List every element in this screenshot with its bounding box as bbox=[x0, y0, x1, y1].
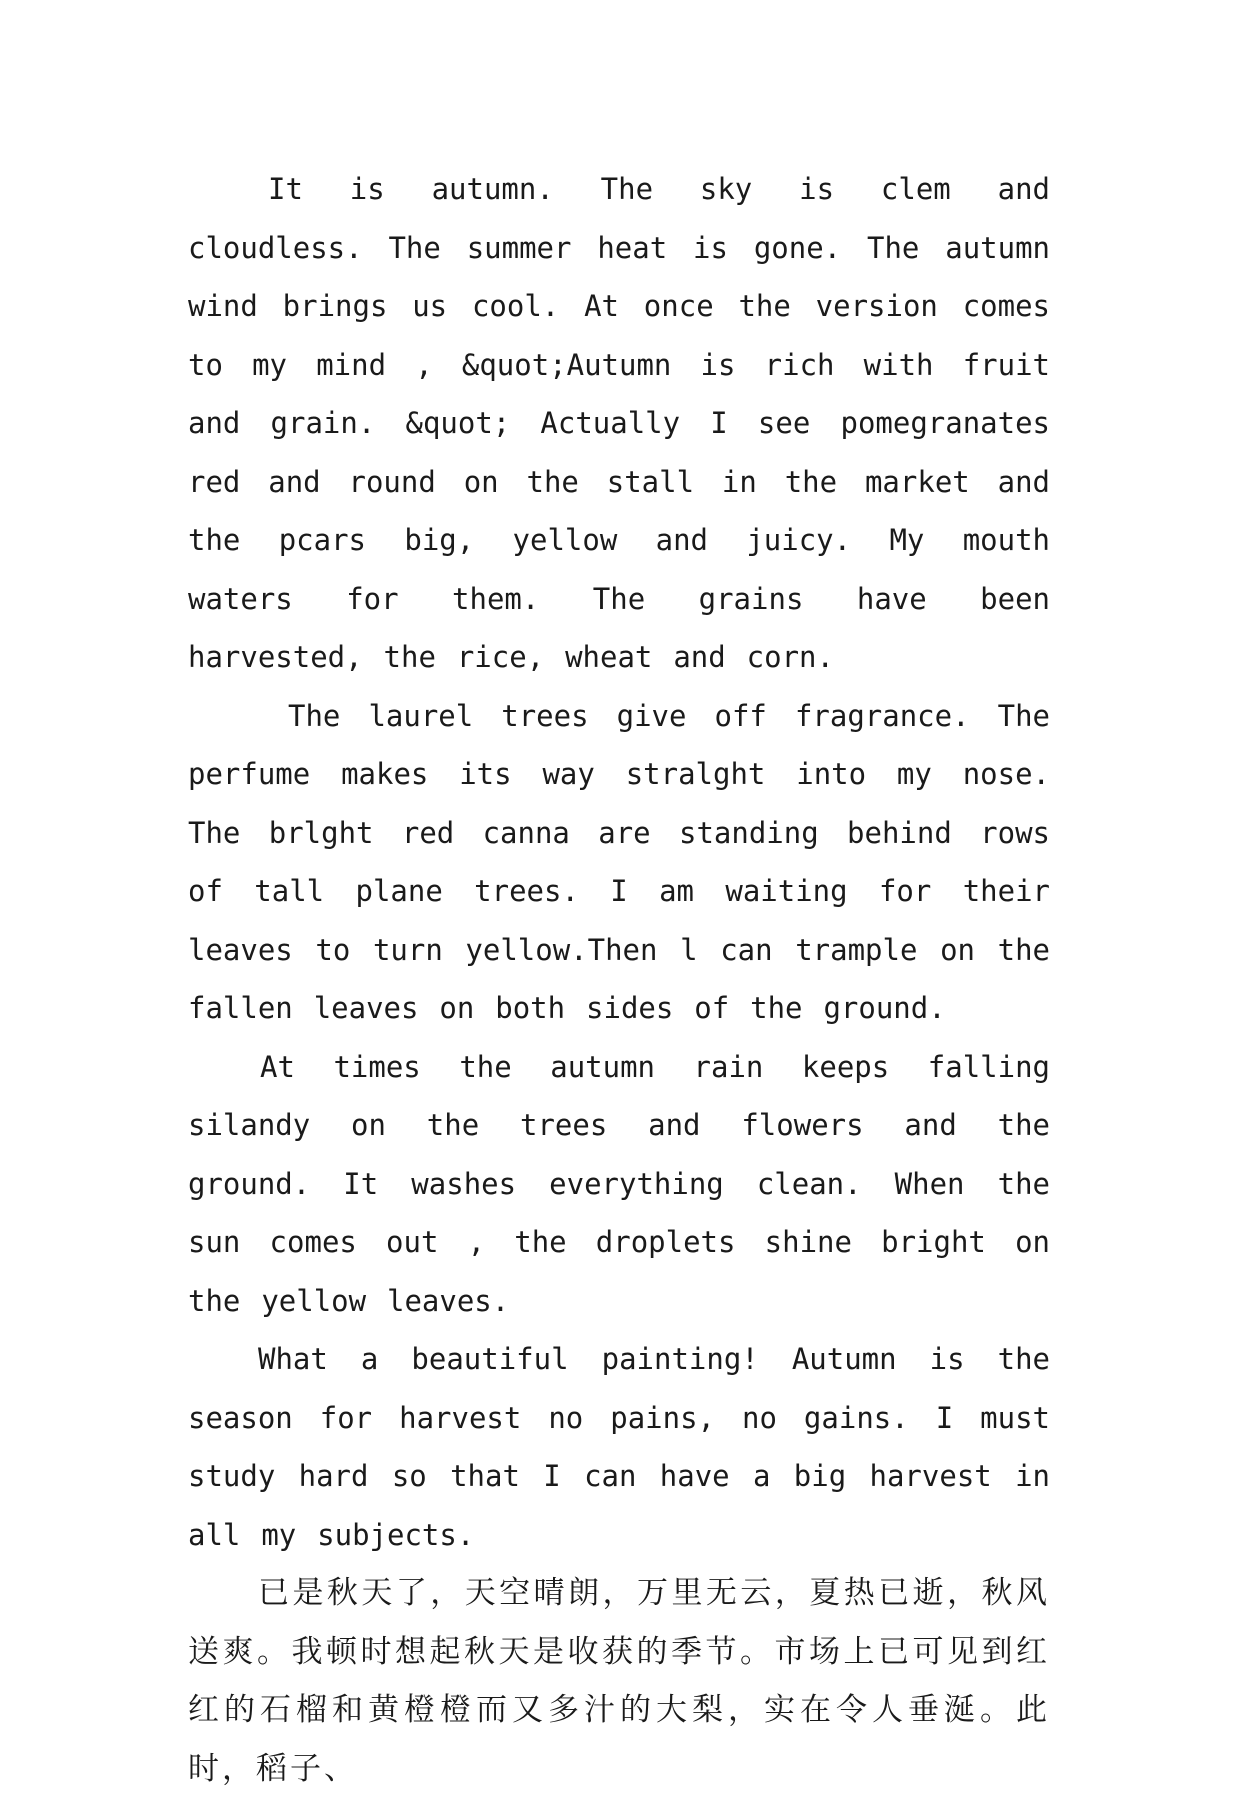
paragraph-harvest-season: What a beautiful painting! Autumn is the season for harvest no pains, no gains. I must study hard so that I can have a big harvest in all my subjects. bbox=[188, 1342, 1050, 1552]
document-body bbox=[188, 160, 1050, 1798]
paragraph-laurel-trees: The laurel trees give off fragrance. The perfume makes its way stralght into my nose. The brlght red canna are standing behind rows of tall plane trees. I am waiting for their leaves to turn yellow.Then l can trample on the fallen leaves on both sides of the ground. bbox=[188, 698, 1050, 1025]
paragraph-autumn-rain: At times the autumn rain keeps falling silandy on the trees and flowers and the ground. It washes everything clean. When the sun comes out , the droplets shine bright on the yellow leaves. bbox=[188, 1049, 1050, 1318]
paragraph-chinese-translation: 已是秋天了，天空晴朗，万里无云，夏热已逝，秋风送爽。我顿时想起秋天是收获的季节。市场上已可见到红红的石榴和黄橙橙而又多汁的大梨，实在令人垂涎。此时，稻子、 bbox=[188, 1575, 1050, 1787]
paragraph-autumn-intro: It is autumn. The sky is clem and cloudless. The summer heat is gone. The autumn wind brings us cool. At once the version comes to my mind , &quot;Autumn is rich with fruit and grain. &quot; Actually I see pomegranates red and round on the stall in the market and the pcars big, yellow and juicy. My mouth waters for them. The grains have been harvested, the rice, wheat and corn. bbox=[188, 172, 1050, 674]
